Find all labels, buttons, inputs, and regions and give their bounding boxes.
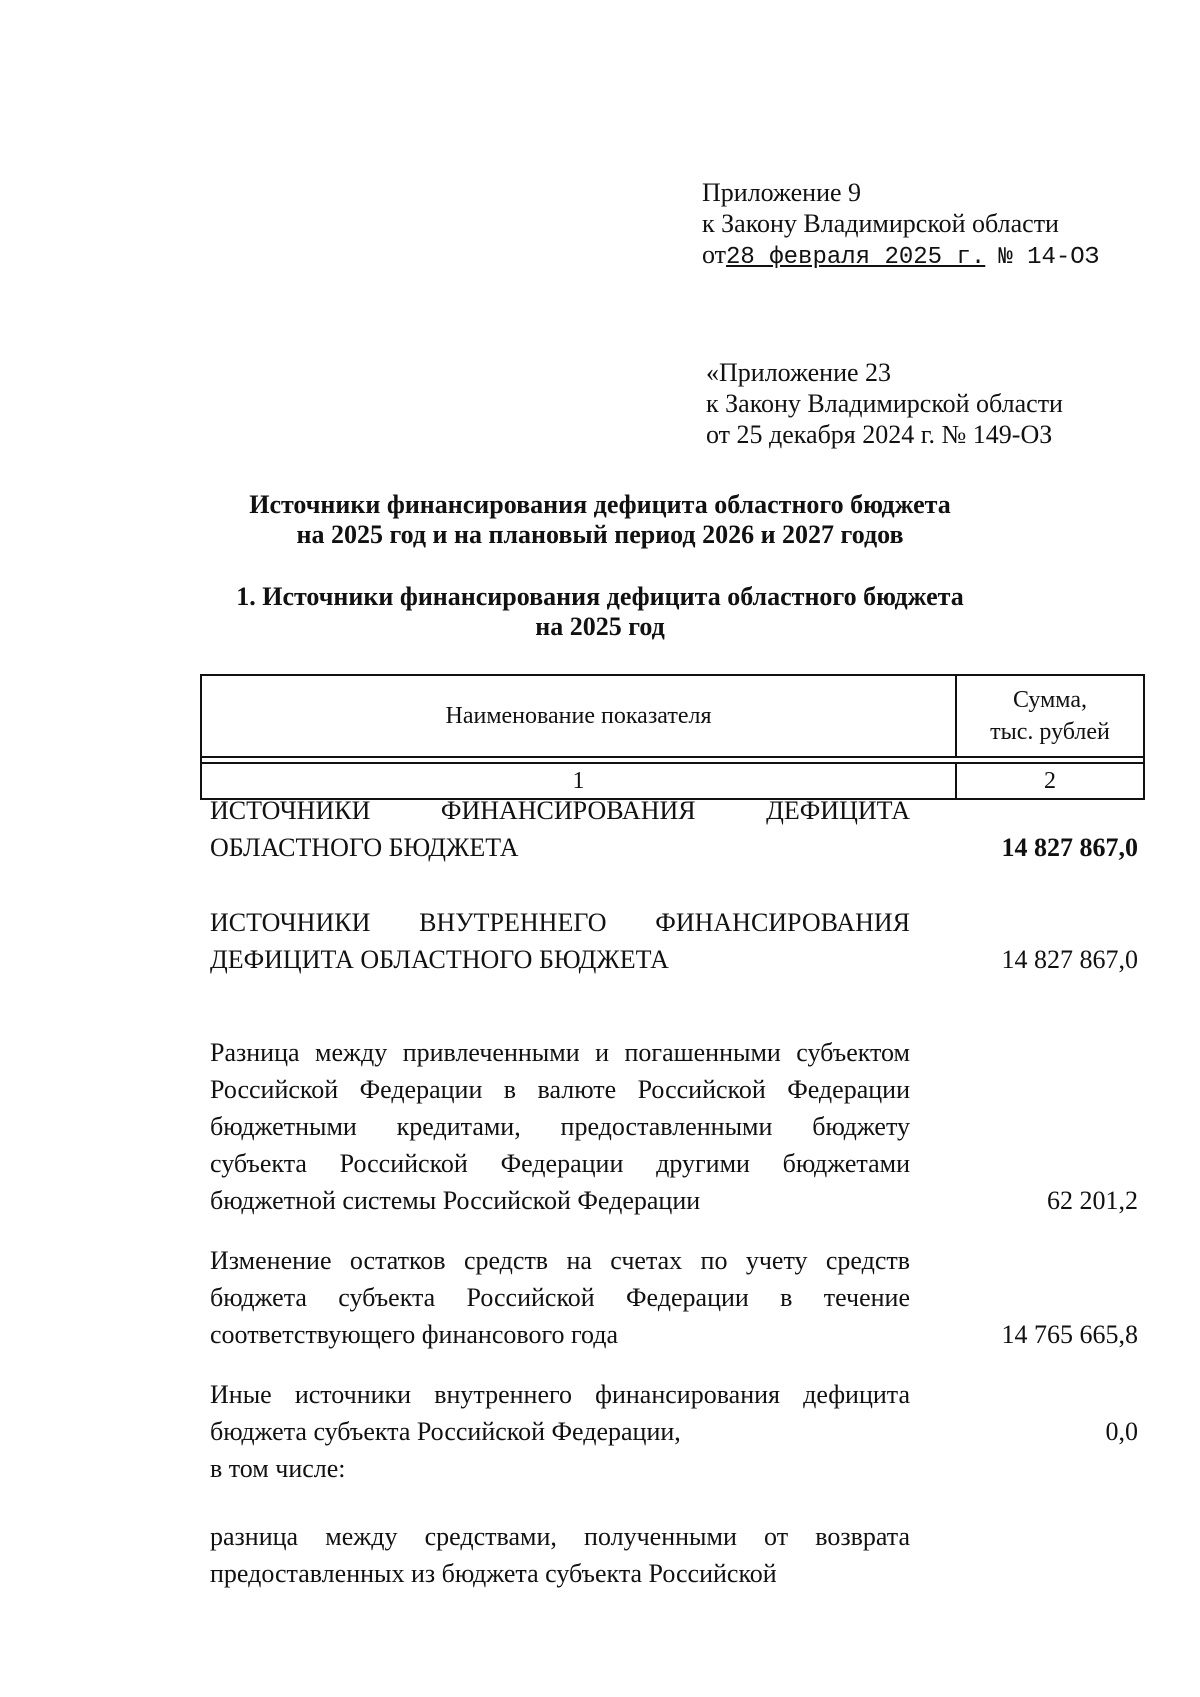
appendix-9-date-prefix: от xyxy=(702,240,727,269)
table-row xyxy=(210,1518,910,1592)
row-value: 14 827 867,0 xyxy=(1001,833,1138,862)
table-row xyxy=(210,1376,910,1487)
column-number-2: 2 xyxy=(956,763,1144,799)
appendix-23-date: от 25 декабря 2024 г. № 149-ОЗ xyxy=(706,420,1053,449)
section-title-line1: 1. Источники финансирования дефицита областного бюджета xyxy=(236,582,964,611)
row-name: Иные источники внутреннего финансирования дефицита бюджета субъекта Российской Федерации, xyxy=(210,1380,910,1446)
row-value: 0,0 xyxy=(1105,1417,1138,1446)
appendix-9-header xyxy=(702,177,1099,273)
table-row xyxy=(210,792,910,866)
column-number-1: 1 xyxy=(201,763,956,799)
table-row xyxy=(210,1034,910,1219)
row-name: ИСТОЧНИКИ ВНУТРЕННЕГО ФИНАНСИРОВАНИЯ ДЕФИЦИТА ОБЛАСТНОГО БЮДЖЕТА xyxy=(210,908,910,974)
row-value: 14 827 867,0 xyxy=(1001,945,1138,974)
appendix-9-title: Приложение 9 xyxy=(702,178,862,207)
appendix-9-date: 28 февраля 2025 г. xyxy=(726,244,986,271)
appendix-9-law: к Закону Владимирской области xyxy=(702,209,1059,238)
row-note: в том числе: xyxy=(210,1454,346,1483)
appendix-9-number: № 14-ОЗ xyxy=(998,244,1100,271)
column-header-sum xyxy=(956,675,1144,757)
row-value: 62 201,2 xyxy=(1047,1186,1138,1215)
row-name: разница между средствами, полученными от возврата предоставленных из бюджета субъекта Российской xyxy=(210,1522,910,1588)
section-title-line2: на 2025 год xyxy=(535,612,665,641)
column-header-sum-line2: тыс. рублей xyxy=(990,719,1110,745)
appendix-23-header xyxy=(706,357,1063,450)
section-title xyxy=(0,582,1200,642)
table-header xyxy=(200,674,1145,800)
row-value: 14 765 665,8 xyxy=(1001,1320,1138,1349)
row-name: Разница между привлеченными и погашенными субъектом Российской Федерации в валюте Российской Федерации бюджетными кредитами, предоставленными бюджету субъекта Российской Федерации другими бюджетами бюджетной системы Российской Федерации xyxy=(210,1038,910,1215)
row-name: Изменение остатков средств на счетах по учету средств бюджета субъекта Российской Федерации в течение соответствующего финансового года xyxy=(210,1246,910,1349)
table-row xyxy=(210,1242,910,1353)
column-header-name: Наименование показателя xyxy=(201,675,956,757)
appendix-23-law: к Закону Владимирской области xyxy=(706,389,1063,418)
column-header-sum-line1: Сумма, xyxy=(1013,687,1087,713)
appendix-9-date-line xyxy=(702,239,1099,273)
row-name: ИСТОЧНИКИ ФИНАНСИРОВАНИЯ ДЕФИЦИТА ОБЛАСТНОГО БЮДЖЕТА xyxy=(210,796,910,862)
appendix-23-title: «Приложение 23 xyxy=(706,358,892,387)
table-row xyxy=(210,904,910,978)
document-title-line1: Источники финансирования дефицита областного бюджета xyxy=(249,490,951,519)
document-title xyxy=(0,490,1200,550)
document-title-line2: на 2025 год и на плановый период 2026 и 2027 годов xyxy=(296,520,904,549)
